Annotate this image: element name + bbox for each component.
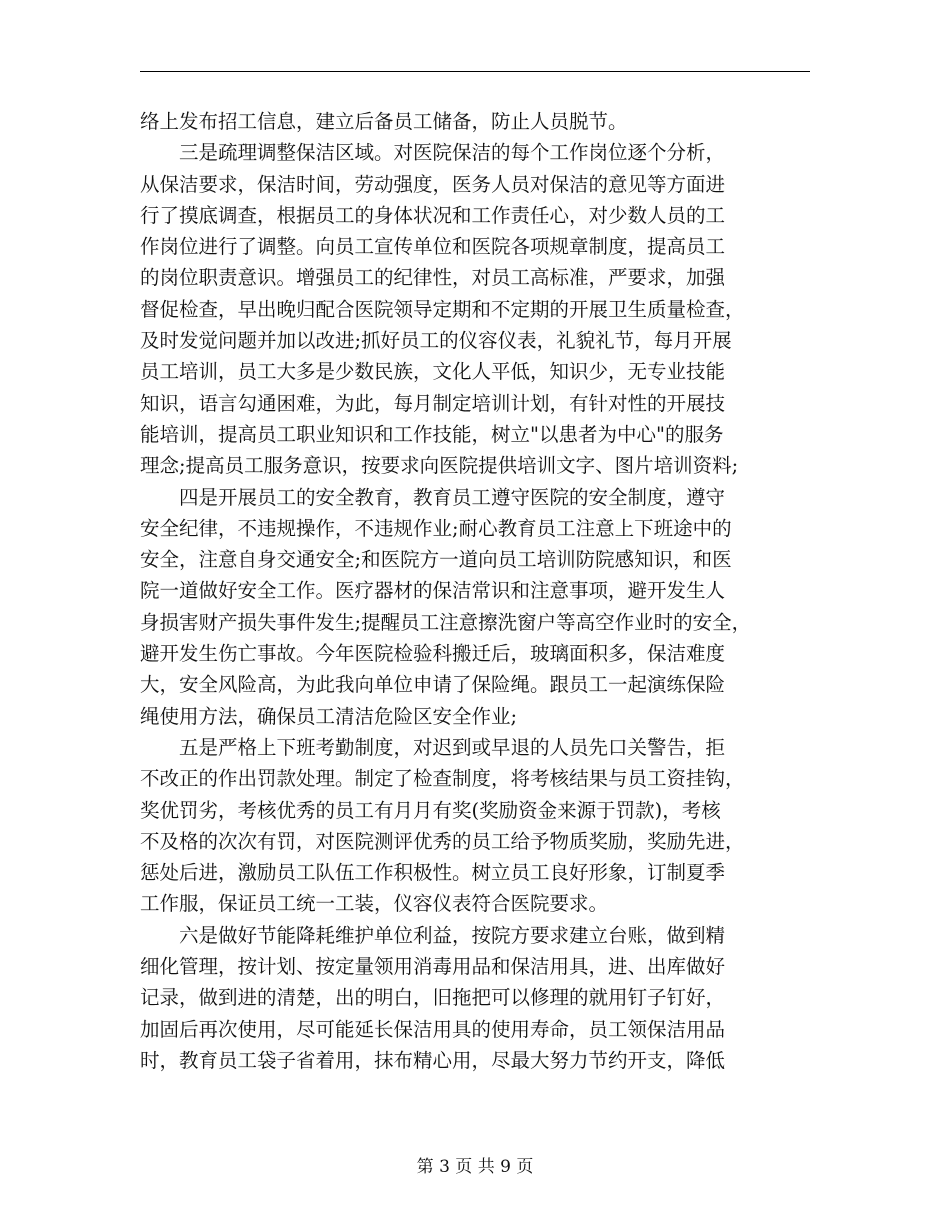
text-line: 记录，做到进的清楚，出的明白，旧拖把可以修理的就用钉子钉好， bbox=[140, 986, 726, 1010]
text-line: 细化管理，按计划、按定量领用消毒用品和保洁用具，进、出库做好 bbox=[140, 955, 726, 979]
text-line: 理念;提高员工服务意识，按要求向医院提供培训文字、图片培训资料; bbox=[140, 454, 739, 478]
text-line: 四是开展员工的安全教育，教育员工遵守医院的安全制度，遵守 bbox=[140, 485, 726, 509]
text-line: 作岗位进行了调整。向员工宣传单位和医院各项规章制度，提高员工 bbox=[140, 235, 726, 259]
text-line: 惩处后进，激励员工队伍工作积极性。树立员工良好形象，订制夏季 bbox=[140, 861, 726, 885]
text-line: 三是疏理调整保洁区域。对医院保洁的每个工作岗位逐个分析， bbox=[140, 141, 726, 165]
text-line: 络上发布招工信息，建立后备员工储备，防止人员脱节。 bbox=[140, 110, 628, 133]
text-line: 员工培训，员工大多是少数民族，文化人平低，知识少，无专业技能 bbox=[140, 360, 726, 384]
text-line: 及时发觉问题并加以改进;抓好员工的仪容仪表，礼貌礼节，每月开展 bbox=[140, 329, 732, 353]
text-line: 六是做好节能降耗维护单位利益，按院方要求建立台账，做到精 bbox=[140, 923, 726, 947]
text-line: 安全纪律，不违规操作，不违规作业;耐心教育员工注意上下班途中的 bbox=[140, 516, 732, 540]
text-line: 不改正的作出罚款处理。制定了检查制度，将考核结果与员工资挂钩， bbox=[140, 767, 745, 791]
text-line: 奖优罚劣，考核优秀的员工有月月有奖(奖励资金来源于罚款)，考核 bbox=[140, 798, 721, 822]
text-line: 院一道做好安全工作。医疗器材的保洁常识和注意事项，避开发生人 bbox=[140, 579, 726, 603]
text-line: 知识，语言勾通困难，为此，每月制定培训计划，有针对性的开展技 bbox=[140, 391, 726, 415]
page-number-footer: 第 3 页 共 9 页 bbox=[416, 1157, 534, 1177]
text-line: 安全，注意自身交通安全;和医院方一道向员工培训防院感知识，和医 bbox=[140, 548, 732, 572]
header-rule bbox=[140, 71, 810, 72]
text-line: 行了摸底调查，根据员工的身体状况和工作责任心，对少数人员的工 bbox=[140, 203, 726, 227]
text-line: 督促检查，早出晚归配合医院领导定期和不定期的开展卫生质量检查， bbox=[140, 297, 745, 321]
text-line: 加固后再次使用，尽可能延长保洁用具的使用寿命，员工领保洁用品 bbox=[140, 1017, 726, 1041]
text-line: 从保洁要求，保洁时间，劳动强度，医务人员对保洁的意见等方面进 bbox=[140, 172, 726, 196]
text-line: 五是严格上下班考勤制度，对迟到或早退的人员先口关警告，拒 bbox=[140, 735, 726, 759]
body-text bbox=[140, 106, 820, 1076]
text-line: 避开发生伤亡事故。今年医院检验科搬迁后，玻璃面积多，保洁难度 bbox=[140, 642, 726, 666]
text-line: 大，安全风险高，为此我向单位申请了保险绳。跟员工一起演练保险 bbox=[140, 673, 726, 697]
text-line: 工作服，保证员工统一工装，仪容仪表符合医院要求。 bbox=[140, 892, 609, 916]
text-line: 身损害财产损失事件发生;提醒员工注意擦洗窗户等高空作业时的安全， bbox=[140, 610, 752, 634]
text-line: 时，教育员工袋子省着用，抹布精心用，尽最大努力节约开支，降低 bbox=[140, 1048, 726, 1072]
text-line: 绳使用方法，确保员工清洁危险区安全作业; bbox=[140, 704, 518, 728]
text-line: 不及格的次次有罚，对医院测评优秀的员工给予物质奖励，奖励先进， bbox=[140, 829, 745, 853]
text-line: 能培训，提高员工职业知识和工作技能，树立"以患者为中心"的服务 bbox=[140, 422, 724, 446]
text-line: 的岗位职责意识。增强员工的纪律性，对员工高标准，严要求，加强 bbox=[140, 266, 726, 290]
